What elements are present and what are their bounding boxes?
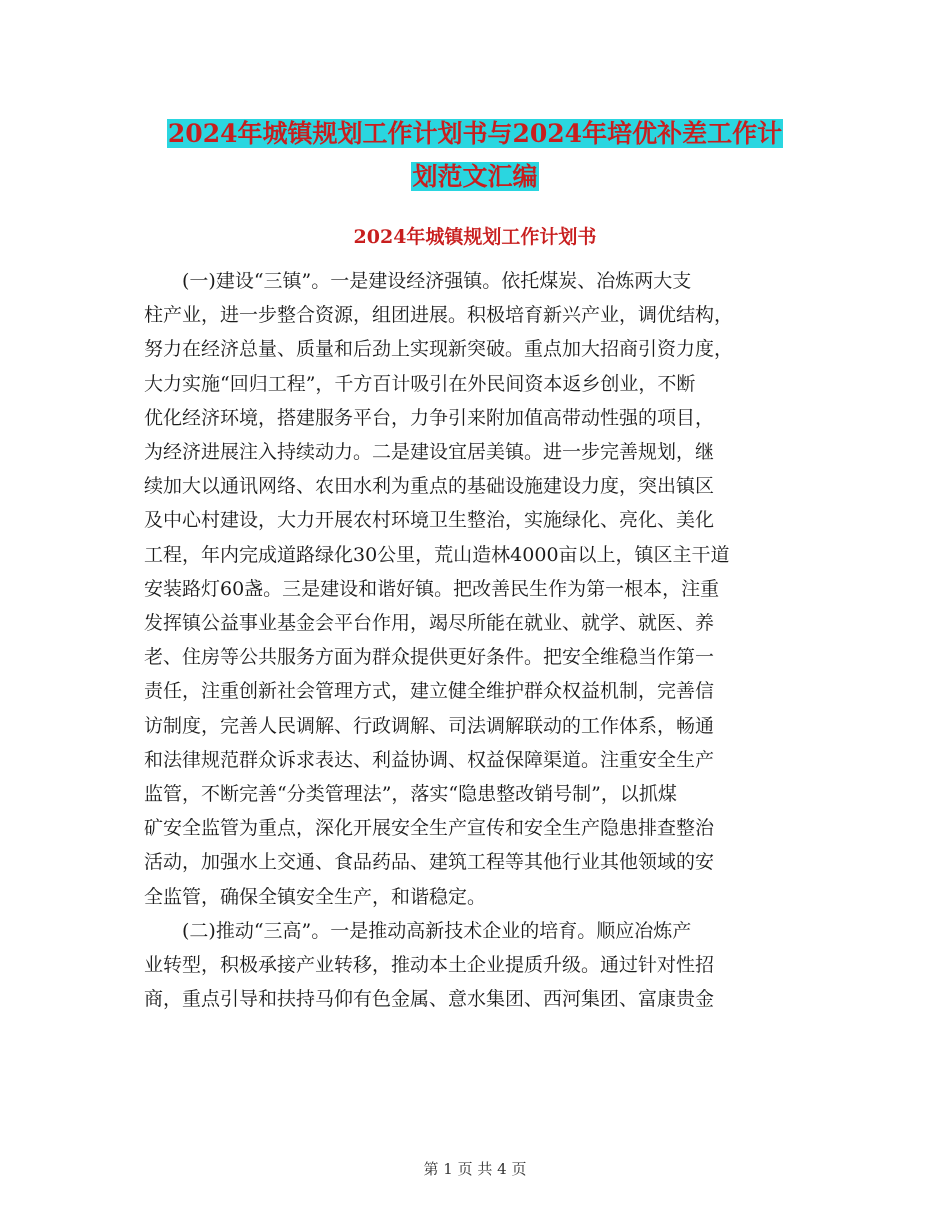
document-title-line-1: 2024年城镇规划工作计划书与2024年培优补差工作计 — [167, 119, 783, 148]
paragraph-line: 优化经济环境，搭建服务平台，力争引来附加值高带动性强的项目， — [144, 406, 715, 429]
paragraph-line: 商，重点引导和扶持马仰有色金属、意水集团、西河集团、富康贵金 — [144, 988, 715, 1011]
document-title-line-2: 划范文汇编 — [412, 162, 538, 191]
paragraph-line: 为经济进展注入持续动力。二是建设宜居美镇。进一步完善规划，继 — [144, 441, 715, 463]
paragraph-line: 柱产业，进一步整合资源，组团进展。积极培育新兴产业，调优结构， — [144, 304, 734, 327]
paragraph-line: 矿安全监管为重点，深化开展安全生产宣传和安全生产隐患排查整治 — [144, 817, 715, 840]
paragraph-line: 努力在经济总量、质量和后劲上实现新突破。重点加大招商引资力度， — [144, 338, 734, 361]
paragraph-line: 责任，注重创新社会管理方式，建立健全维护群众权益机制，完善信 — [144, 680, 715, 703]
paragraph-line: 和法律规范群众诉求表达、利益协调、权益保障渠道。注重安全生产 — [144, 748, 715, 771]
paragraph-line: 大力实施“回归工程”，千方百计吸引在外民间资本返乡创业，不断 — [144, 372, 696, 395]
paragraph-line: (一)建设“三镇”。一是建设经济强镇。依托煤炭、冶炼两大支 — [144, 270, 692, 292]
paragraph-line: 访制度，完善人民调解、行政调解、司法调解联动的工作体系，畅通 — [144, 714, 715, 737]
paragraph-line: (二)推动“三高”。一是推动高新技术企业的培育。顺应冶炼产 — [144, 919, 692, 942]
paragraph-line: 业转型，积极承接产业转移，推动本土企业提质升级。通过针对性招 — [144, 954, 715, 976]
paragraph-line: 全监管，确保全镇安全生产，和谐稳定。 — [144, 885, 487, 908]
paragraph-line: 续加大以通讯网络、农田水利为重点的基础设施建设力度，突出镇区 — [144, 475, 715, 498]
section-title: 2024年城镇规划工作计划书 — [353, 226, 597, 248]
paragraph-line: 发挥镇公益事业基金会平台作用，竭尽所能在就业、就学、就医、养 — [144, 612, 715, 634]
paragraph-line: 工程，年内完成道路绿化30公里，荒山造林4000亩以上，镇区主干道 — [144, 543, 730, 566]
paragraph-line: 安装路灯60盏。三是建设和谐好镇。把改善民生作为第一根本，注重 — [144, 577, 720, 600]
paragraph-line: 活动，加强水上交通、食品药品、建筑工程等其他行业其他领域的安 — [144, 851, 715, 874]
page-footer: 第 1 页 共 4 页 — [423, 1160, 527, 1178]
paragraph-line: 监管，不断完善“分类管理法”，落实“隐患整改销号制”，以抓煤 — [144, 783, 677, 805]
paragraph-line: 及中心村建设，大力开展农村环境卫生整治，实施绿化、亮化、美化 — [144, 509, 715, 532]
paragraph-line: 老、住房等公共服务方面为群众提供更好条件。把安全维稳当作第一 — [144, 646, 715, 669]
